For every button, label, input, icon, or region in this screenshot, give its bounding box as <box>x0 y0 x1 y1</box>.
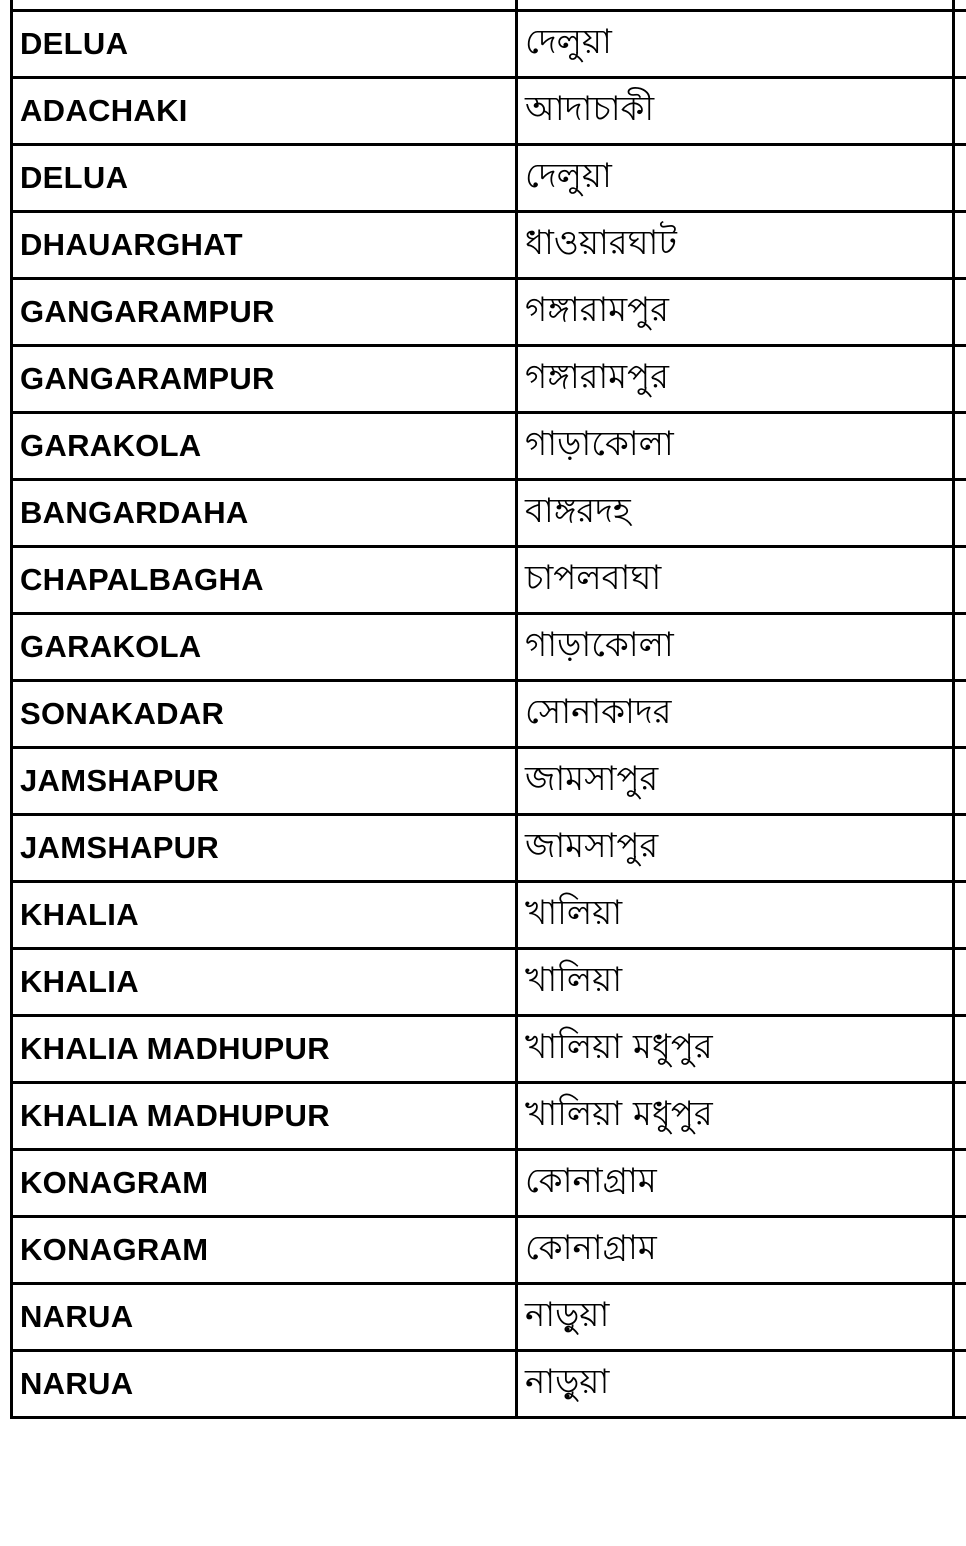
cell-bengali-name[interactable] <box>517 0 954 11</box>
cell-bengali-name[interactable]: নাড়ুয়া <box>517 1351 954 1418</box>
table-row <box>12 1217 954 1284</box>
cell-bengali-name[interactable]: খালিয়া <box>517 882 954 949</box>
gridline <box>954 344 966 347</box>
table-row <box>12 882 954 949</box>
cell-bengali-name[interactable]: গাড়াকোলা <box>517 614 954 681</box>
cell-english-name[interactable]: KONAGRAM <box>12 1150 517 1217</box>
cell-bengali-name[interactable]: বাঙ্গরদহ <box>517 480 954 547</box>
table-row <box>12 1150 954 1217</box>
cell-bengali-name[interactable]: জামসাপুর <box>517 815 954 882</box>
cell-english-name[interactable]: GARAKOLA <box>12 413 517 480</box>
cell-bengali-name[interactable]: কোনাগ্রাম <box>517 1150 954 1217</box>
cell-english-name[interactable]: JAMSHAPUR <box>12 815 517 882</box>
gridline <box>954 947 966 950</box>
table-row <box>12 1351 954 1418</box>
table-row <box>12 346 954 413</box>
cell-english-name[interactable]: JAMSHAPUR <box>12 748 517 815</box>
cell-bengali-name[interactable]: চাপলবাঘা <box>517 547 954 614</box>
gridline <box>954 1416 966 1419</box>
cell-bengali-name[interactable]: দেলুয়া <box>517 145 954 212</box>
cell-english-name[interactable]: DELUA <box>12 11 517 78</box>
gridline <box>954 813 966 816</box>
cell-english-name[interactable]: CHAPALBAGHA <box>12 547 517 614</box>
gridline <box>954 1014 966 1017</box>
gridline <box>954 679 966 682</box>
cell-english-name[interactable]: KHALIA <box>12 882 517 949</box>
table-row <box>12 78 954 145</box>
cell-english-name[interactable]: GARAKOLA <box>12 614 517 681</box>
table-row <box>12 11 954 78</box>
cell-bengali-name[interactable]: জামসাপুর <box>517 748 954 815</box>
table-row <box>12 145 954 212</box>
cell-bengali-name[interactable]: গঙ্গারামপুর <box>517 279 954 346</box>
cell-english-name[interactable]: GANGARAMPUR <box>12 279 517 346</box>
gridline <box>954 411 966 414</box>
gridline <box>954 210 966 213</box>
table-body <box>12 0 954 1418</box>
cell-bengali-name[interactable]: নাড়ুয়া <box>517 1284 954 1351</box>
gridline <box>954 612 966 615</box>
cell-english-name[interactable]: KONAGRAM <box>12 1217 517 1284</box>
table-row <box>12 413 954 480</box>
cell-english-name[interactable] <box>12 0 517 11</box>
cell-english-name[interactable]: SONAKADAR <box>12 681 517 748</box>
cell-bengali-name[interactable]: খালিয়া মধুপুর <box>517 1083 954 1150</box>
table-row <box>12 815 954 882</box>
cell-bengali-name[interactable]: দেলুয়া <box>517 11 954 78</box>
cell-english-name[interactable]: NARUA <box>12 1351 517 1418</box>
table-row <box>12 212 954 279</box>
gridline <box>954 880 966 883</box>
cell-english-name[interactable]: DELUA <box>12 145 517 212</box>
cell-bengali-name[interactable]: গাড়াকোলা <box>517 413 954 480</box>
cell-english-name[interactable]: ADACHAKI <box>12 78 517 145</box>
table-row <box>12 614 954 681</box>
cell-english-name[interactable]: KHALIA MADHUPUR <box>12 1016 517 1083</box>
table-row <box>12 547 954 614</box>
gridline <box>954 1148 966 1151</box>
table-row <box>12 480 954 547</box>
table-row <box>12 1083 954 1150</box>
gridline <box>954 1349 966 1352</box>
cell-bengali-name[interactable]: খালিয়া মধুপুর <box>517 1016 954 1083</box>
adjacent-column-edge <box>954 0 966 1474</box>
village-name-table <box>10 0 955 1419</box>
cell-english-name[interactable]: DHAUARGHAT <box>12 212 517 279</box>
gridline <box>954 1215 966 1218</box>
cell-english-name[interactable]: KHALIA MADHUPUR <box>12 1083 517 1150</box>
gridline <box>954 478 966 481</box>
cell-bengali-name[interactable]: আদাচাকী <box>517 78 954 145</box>
gridline <box>954 545 966 548</box>
table-row <box>12 681 954 748</box>
cell-bengali-name[interactable]: কোনাগ্রাম <box>517 1217 954 1284</box>
cell-english-name[interactable]: KHALIA <box>12 949 517 1016</box>
cell-english-name[interactable]: NARUA <box>12 1284 517 1351</box>
gridline <box>954 277 966 280</box>
table-row <box>12 748 954 815</box>
table-row <box>12 1016 954 1083</box>
cell-bengali-name[interactable]: খালিয়া <box>517 949 954 1016</box>
gridline <box>954 1282 966 1285</box>
gridline <box>954 143 966 146</box>
gridline <box>954 76 966 79</box>
table-row-partial-header <box>12 0 954 11</box>
cell-bengali-name[interactable]: গঙ্গারামপুর <box>517 346 954 413</box>
gridline <box>954 1081 966 1084</box>
cell-bengali-name[interactable]: ধাওয়ারঘাট <box>517 212 954 279</box>
cell-bengali-name[interactable]: সোনাকাদর <box>517 681 954 748</box>
gridline <box>954 746 966 749</box>
gridline <box>954 9 966 12</box>
table-row <box>12 279 954 346</box>
cell-english-name[interactable]: BANGARDAHA <box>12 480 517 547</box>
cell-english-name[interactable]: GANGARAMPUR <box>12 346 517 413</box>
table-row <box>12 1284 954 1351</box>
table-row <box>12 949 954 1016</box>
